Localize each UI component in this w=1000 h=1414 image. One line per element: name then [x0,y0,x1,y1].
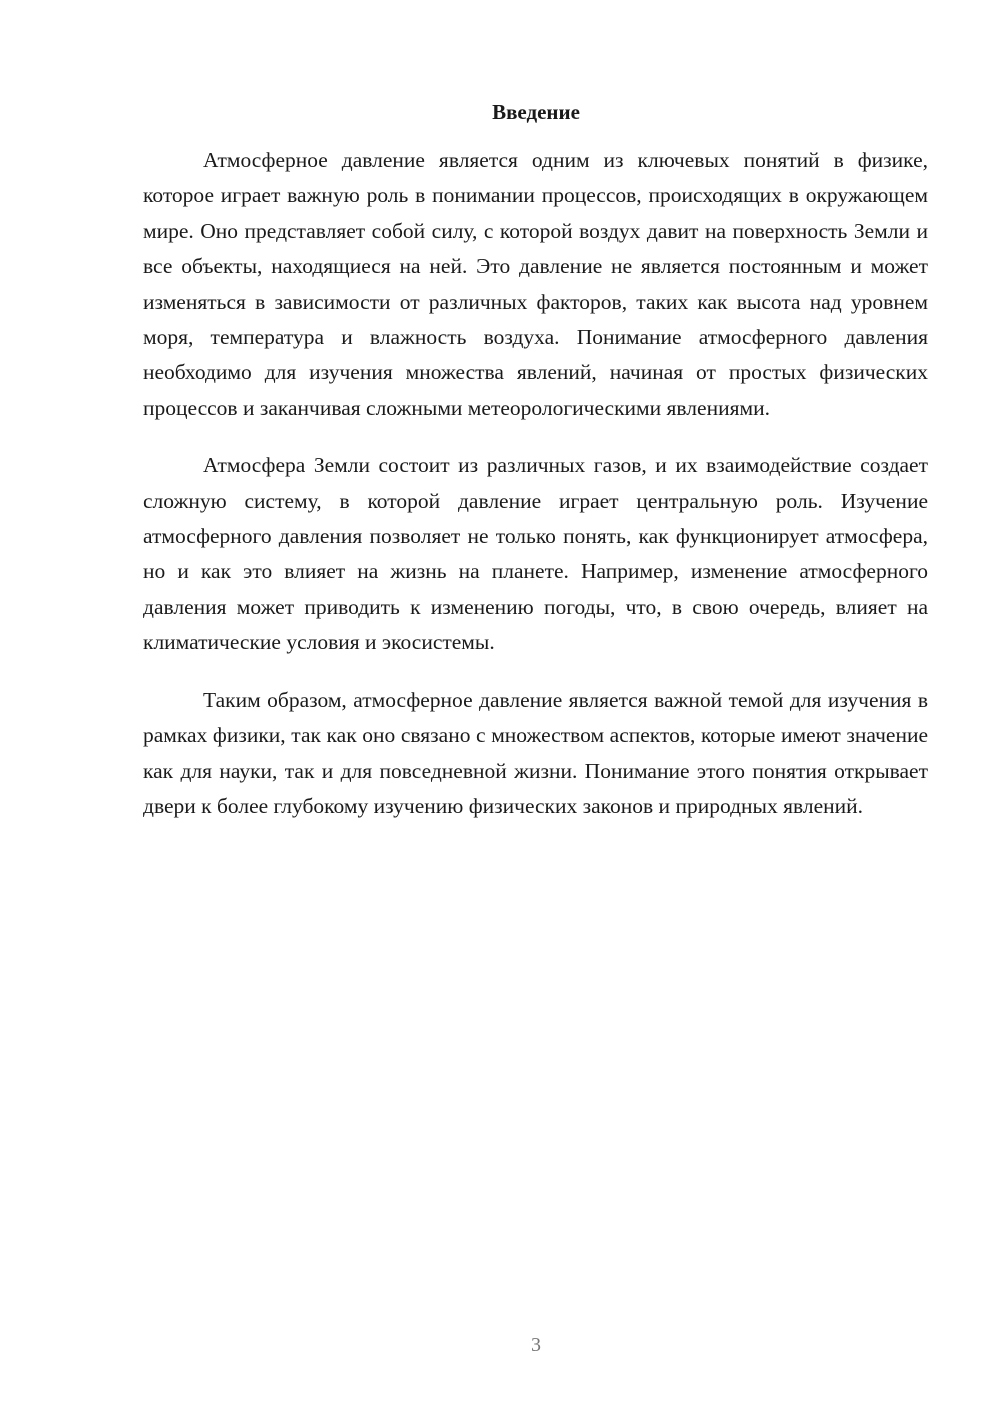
paragraph-3: Таким образом, атмосферное давление является важной темой для изучения в рамках физики, так как оно связано с множеством аспектов, которые имеют значение как для науки, так и для повседневной жизни. Понимание этого понятия открывает двери к более глубокому изучению физических законов и природных явлений. [143,687,928,818]
paragraph-2: Атмосфера Земли состоит из различных газов, и их взаимодействие создает сложную систему, в которой давление играет центральную роль. Изучение атмосферного давления позволяет не только понять, как функционирует атмосфера, но и как это влияет на жизнь на планете. Например, изменение атмосферного давления может приводить к изменению погоды, что, в свою очередь, влияет на климатические условия и экосистемы. [143,453,928,655]
body-text [143,143,928,846]
page-number: 3 [531,1334,541,1356]
paragraph-1: Атмосферное давление является одним из ключевых понятий в физике, которое играет важную роль в понимании процессов, происходящих в окружающем мире. Оно представляет собой силу, с которой воздух давит на поверхность Земли и все объекты, находящиеся на ней. Это давление не является постоянным и может изменяться в зависимости от различных факторов, таких как высота над уровнем моря, температура и влажность воздуха. Понимание атмосферного давления необходимо для изучения множества явлений, начиная от простых физических процессов и заканчивая сложными метеорологическими явлениями. [143,148,928,420]
section-title: Введение [492,100,580,124]
